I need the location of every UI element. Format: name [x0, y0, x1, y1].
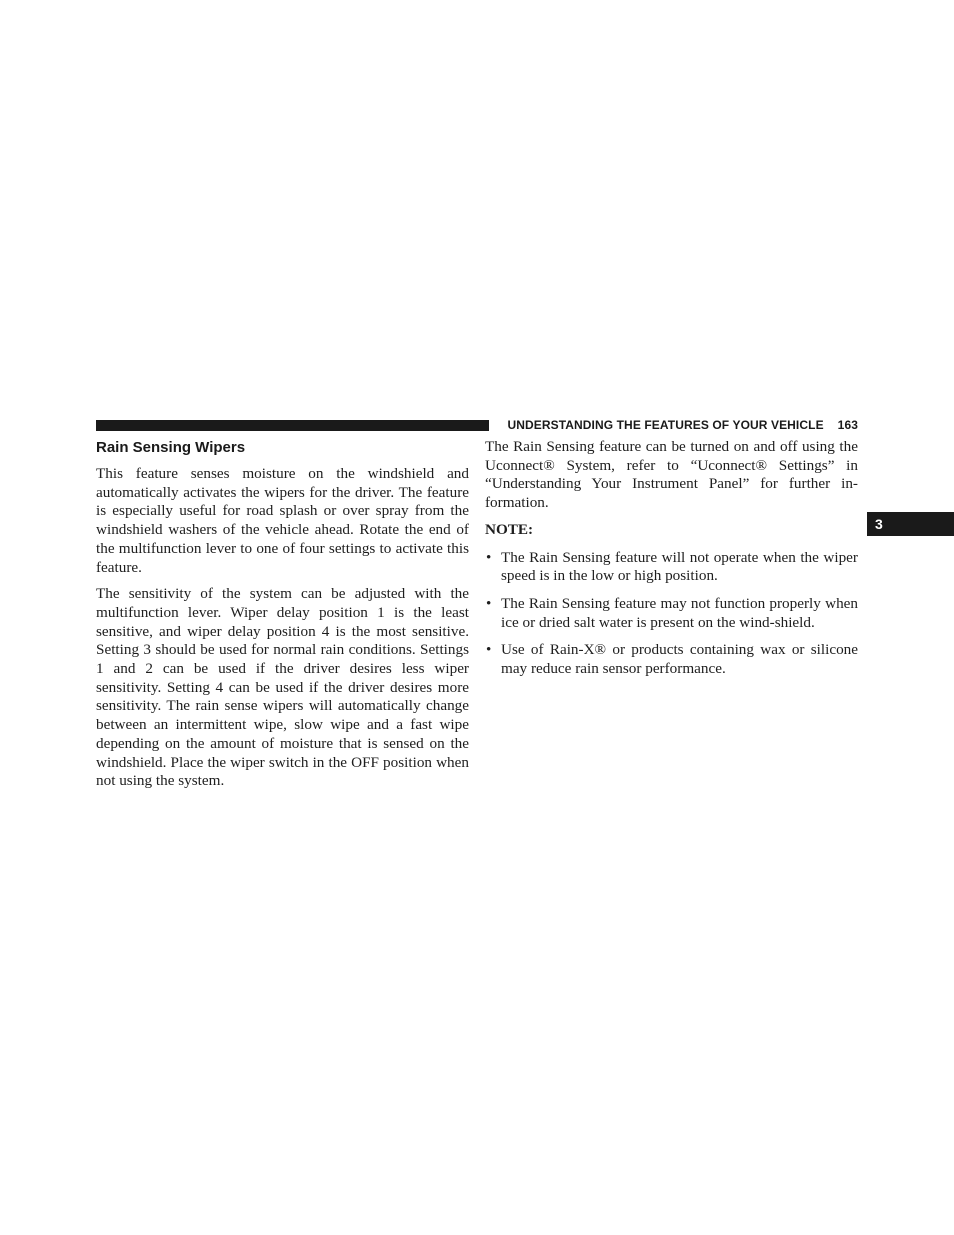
bullet-icon: • [486, 641, 492, 659]
list-item [485, 595, 858, 632]
note-label: NOTE: [485, 520, 534, 538]
right-column [485, 438, 858, 688]
list-item-text: The Rain Sensing feature may not function properly when ice or dried salt water is present on the wind-shield. [501, 594, 858, 631]
paragraph: The sensitivity of the system can be adjusted with the multifunction lever. Wiper delay position 1 is the least sensitive, and wiper delay position 4 is the most sensitive. Setting 3 should be used for normal rain conditions. Settings 1 and 2 can be used if the driver desires less wiper sensitivity. Setting 4 can be used if the driver desires more sensitivity. The rain sense wipers will automatically change between an intermittent wipe, slow wipe and a fast wipe depending on the amount of moisture that is sensed on the windshield. Place the wiper switch in the OFF position when not using the system. [96, 585, 469, 790]
page-number: 163 [837, 418, 858, 432]
paragraph: The Rain Sensing feature can be turned on and off using the Uconnect® System, refer to “Uconnect® Settings” in “Understanding Your Instrument Panel” for further in-formation. [485, 438, 858, 512]
note-list [485, 549, 858, 679]
bullet-icon: • [486, 548, 492, 566]
section-heading: Rain Sensing Wipers [96, 439, 246, 456]
bullet-icon: • [486, 594, 492, 612]
header-section-title: UNDERSTANDING THE FEATURES OF YOUR VEHICLE [507, 418, 824, 432]
paragraph: This feature senses moisture on the windshield and automatically activates the wipers for the driver. The feature is especially useful for road splash or over spray from the windshield washers of the vehicle ahead. Rotate the end of the multifunction lever to one of four settings to activate this feature. [96, 465, 469, 576]
chapter-tab: 3 [867, 512, 954, 536]
left-column [96, 438, 469, 799]
list-item-text: The Rain Sensing feature will not operate when the wiper speed is in the low or high position. [501, 548, 858, 585]
running-header [498, 417, 858, 433]
list-item-text: Use of Rain-X® or products containing wax or silicone may reduce rain sensor performance. [501, 641, 858, 678]
list-item [485, 641, 858, 678]
list-item [485, 549, 858, 586]
header-rule [96, 420, 489, 431]
